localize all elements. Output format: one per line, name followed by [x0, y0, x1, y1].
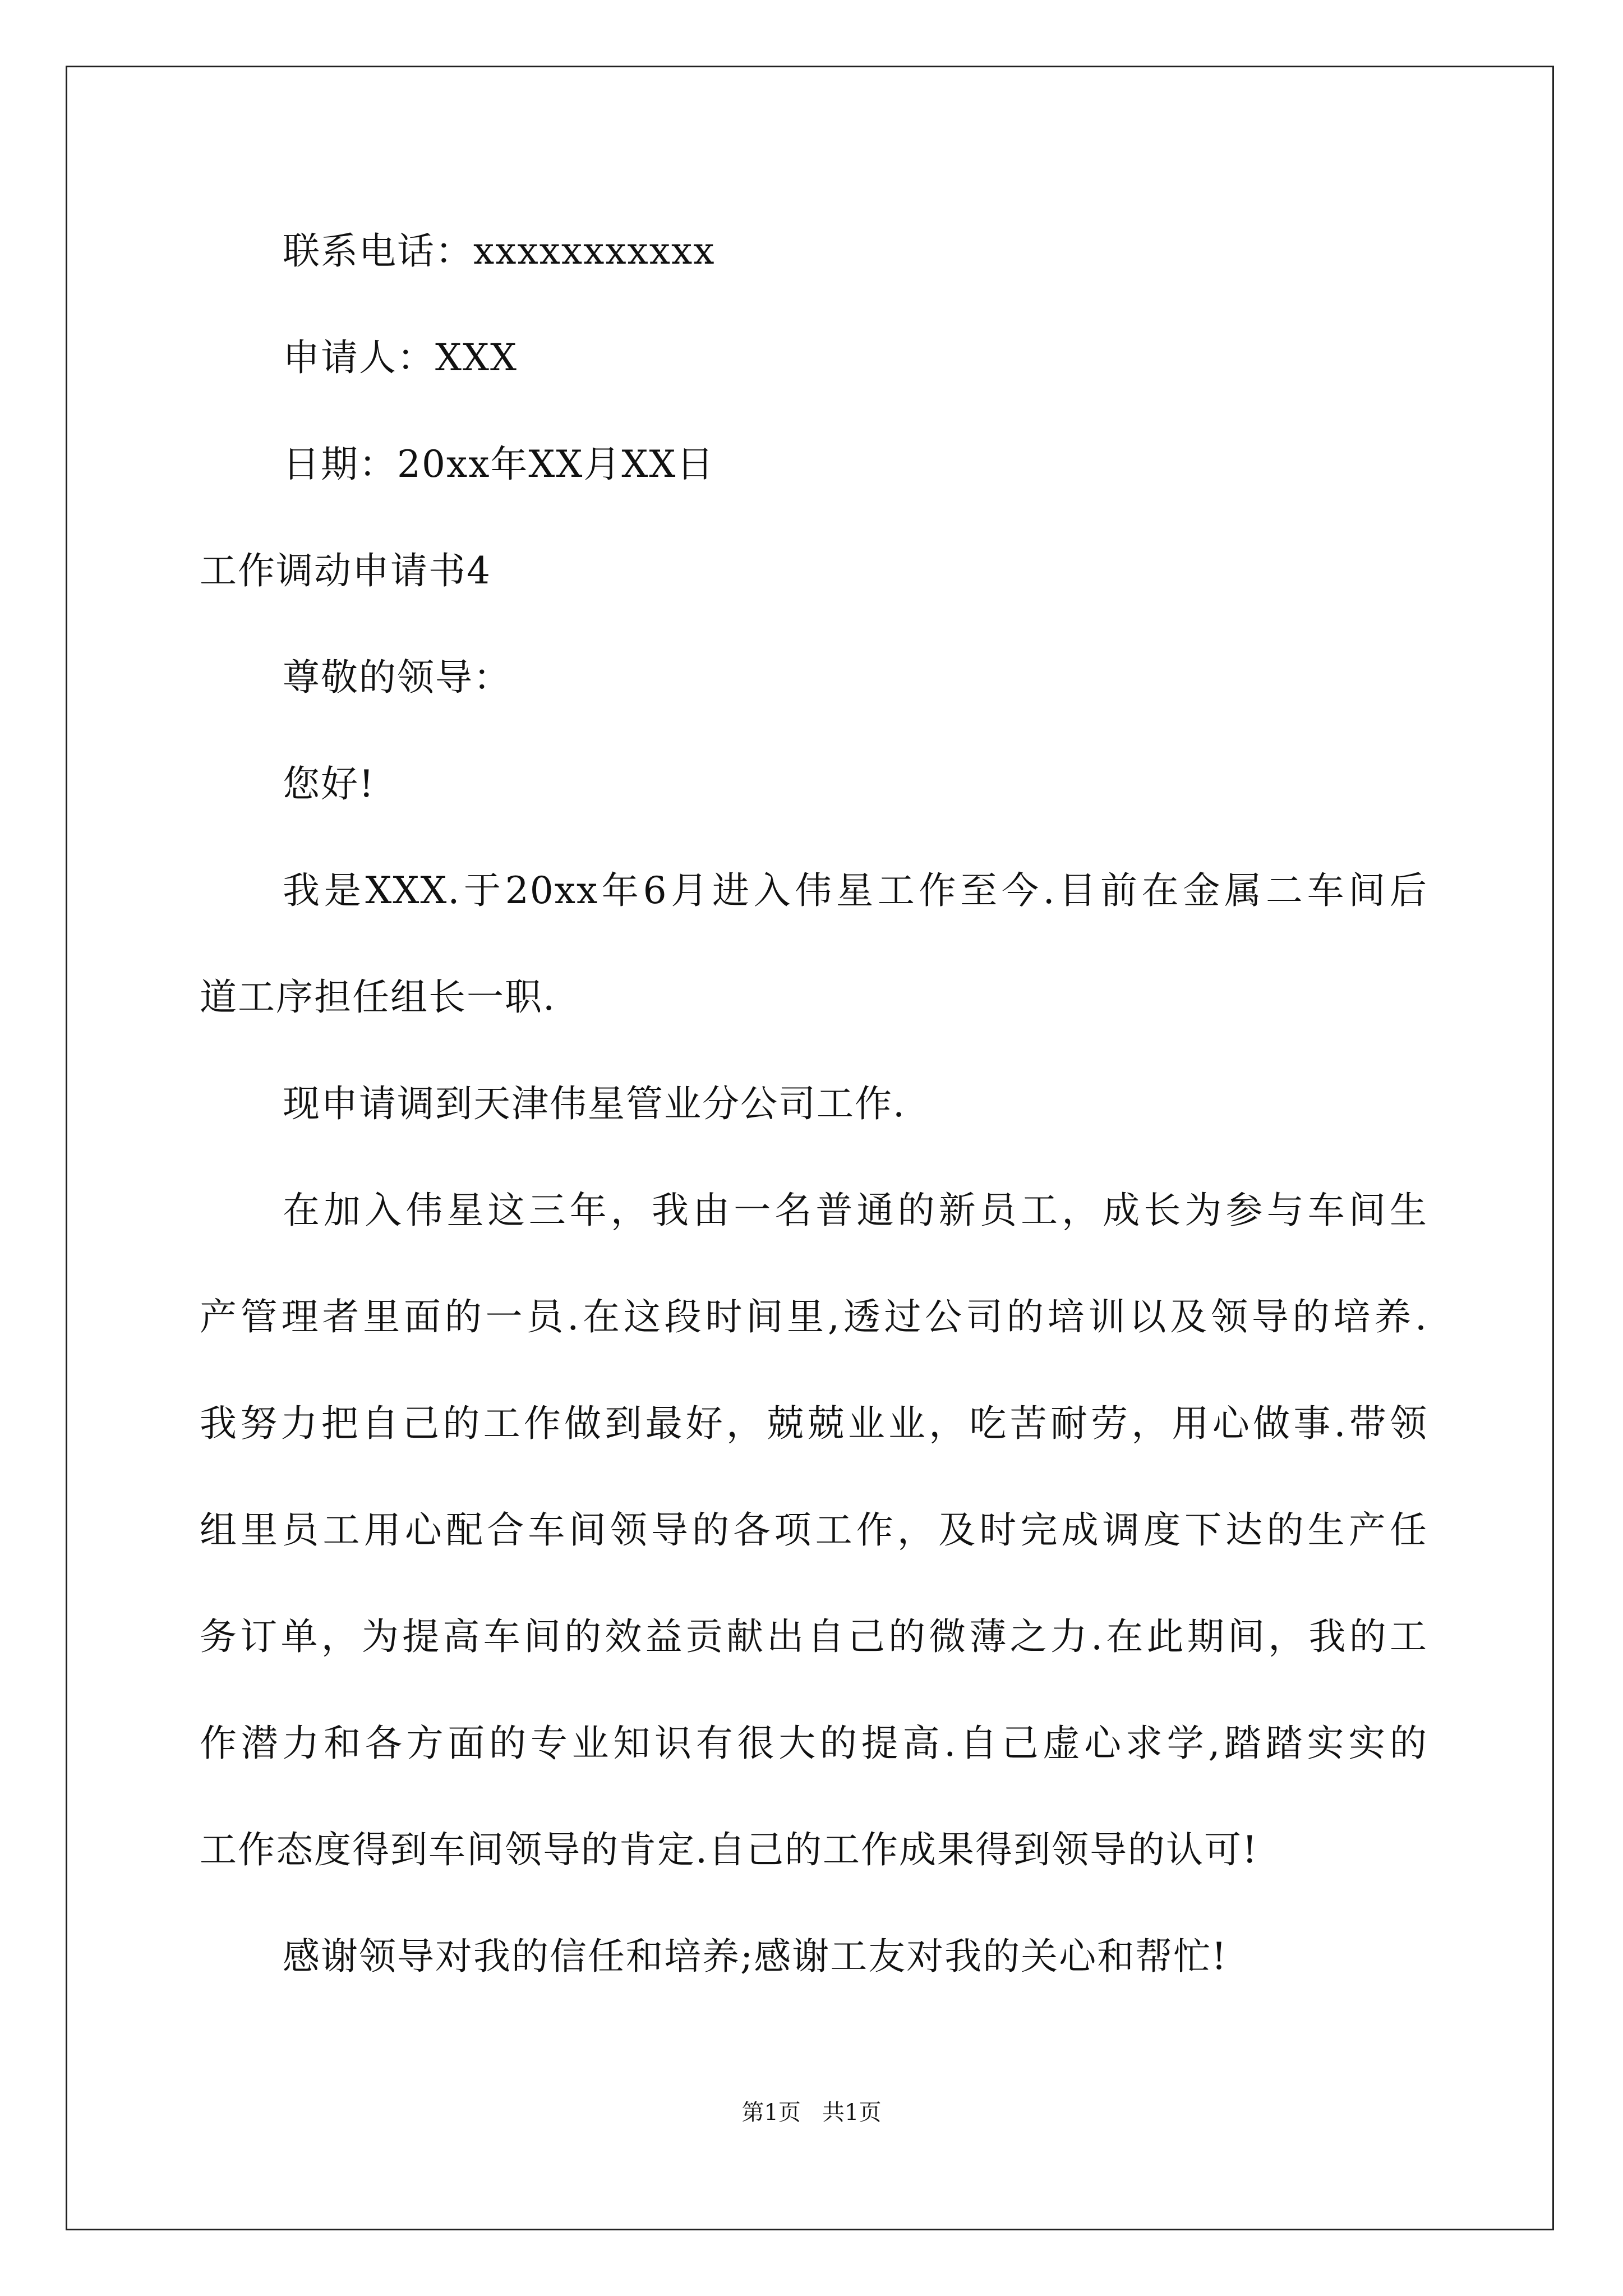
applicant: 申请人：XXX [283, 336, 518, 379]
paragraph-1-line-2: 道工序担任组长一职. [200, 976, 556, 1019]
salutation: 尊敬的领导： [283, 656, 511, 699]
page-number-footer: 第1页 共1页 [741, 2100, 882, 2125]
paragraph-4-line-1: 感谢领导对我的信任和培养;感谢工友对我的关心和帮忙! [283, 1935, 1228, 1978]
paragraph-3-line-2: 产管理者里面的一员.在这段时间里,透过公司的培训以及领导的培养. [200, 1295, 1428, 1338]
date: 日期：20xx年XX月XX日 [283, 443, 715, 486]
paragraph-3-line-3: 我努力把自己的工作做到最好，兢兢业业，吃苦耐劳，用心做事.带领 [200, 1402, 1428, 1445]
paragraph-3-line-6: 作潜力和各方面的专业知识有很大的提高.自己虚心求学,踏踏实实的 [200, 1722, 1428, 1765]
paragraph-1-line-1: 我是XXX.于20xx年6月进入伟星工作至今.目前在金属二车间后 [283, 869, 1428, 912]
section-title: 工作调动申请书4 [200, 549, 491, 592]
paragraph-3-line-4: 组里员工用心配合车间领导的各项工作，及时完成调度下达的生产任 [200, 1508, 1428, 1552]
page-border [66, 66, 1554, 2230]
contact-phone: 联系电话：xxxxxxxxxxx [283, 229, 716, 273]
paragraph-3-line-1: 在加入伟星这三年，我由一名普通的新员工，成长为参与车间生 [283, 1189, 1428, 1232]
paragraph-2-line-1: 现申请调到天津伟星管业分公司工作. [283, 1082, 906, 1125]
paragraph-3-line-5: 务订单，为提高车间的效益贡献出自己的微薄之力.在此期间，我的工 [200, 1615, 1428, 1658]
greeting: 您好! [283, 762, 375, 806]
paragraph-3-line-7: 工作态度得到车间领导的肯定.自己的工作成果得到领导的认可! [200, 1828, 1258, 1871]
